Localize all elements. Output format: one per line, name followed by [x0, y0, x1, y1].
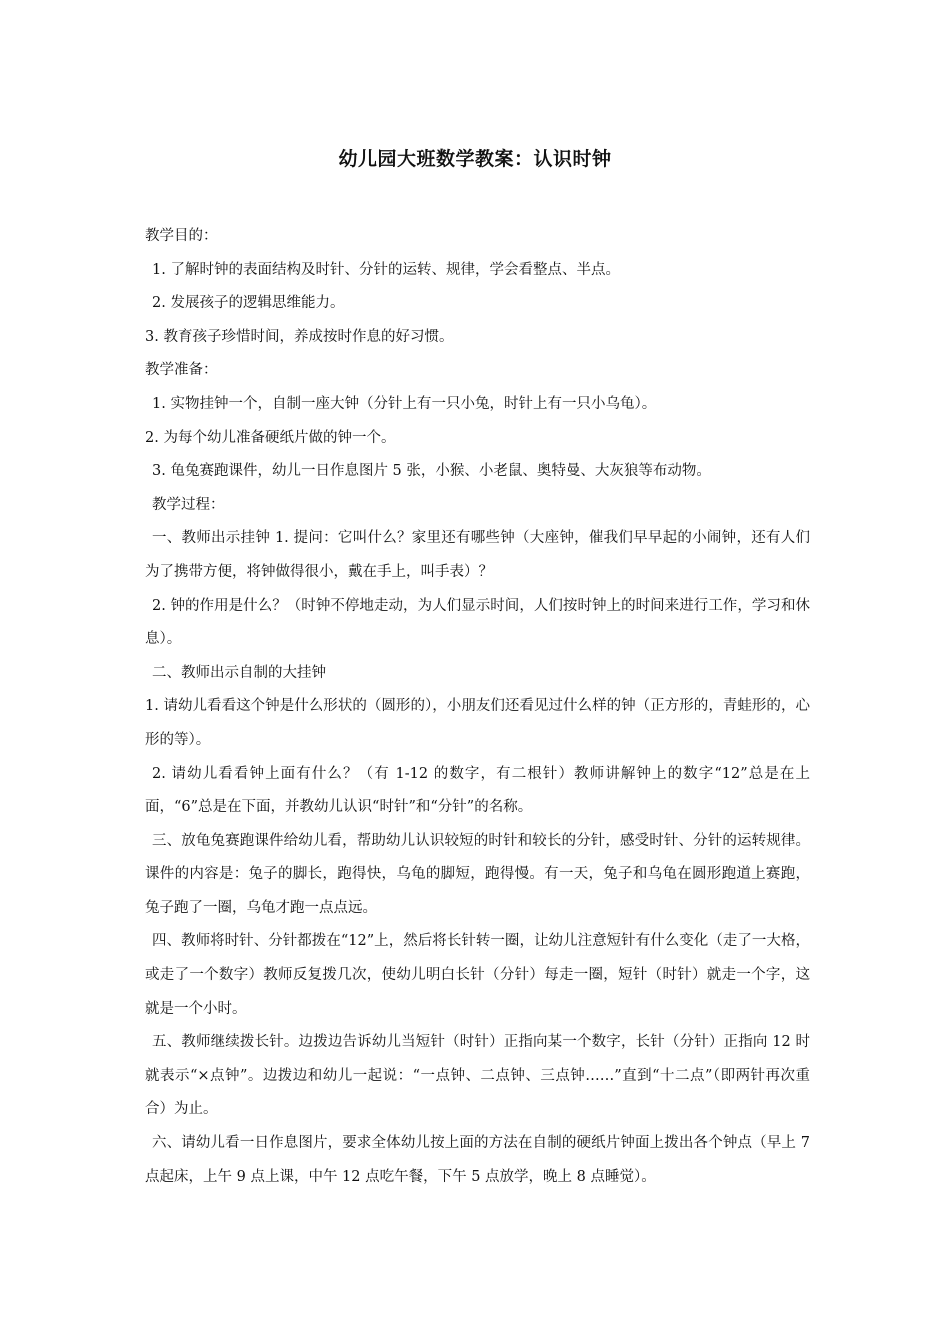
- paragraph: 2. 钟的作用是什么？（时钟不停地走动，为人们显示时间，人们按时钟上的时间来进行工作，学习和休息）。: [145, 597, 810, 648]
- paragraph: 六、请幼儿看一日作息图片，要求全体幼儿按上面的方法在自制的硬纸片钟面上拨出各个钟点（早上 7 点起床，上午 9 点上课，中午 12 点吃午餐，下午 5 点放学，晚上 8 点睡觉）。: [145, 1135, 810, 1185]
- paragraph: 五、教师继续拨长针。边拨边告诉幼儿当短针（时针）正指向某一个数字，长针（分针）正指向 12 时就表示“×点钟”。边拨边和幼儿一起说：“一点钟、二点钟、三点钟……”直到“十二点”（即两针再次重合）为止。: [145, 1034, 810, 1118]
- document-title: 幼儿园大班数学教案：认识时钟: [338, 148, 612, 170]
- paragraph: 1. 实物挂钟一个，自制一座大钟（分针上有一只小兔，时针上有一只小乌龟）。: [152, 395, 657, 412]
- paragraph: 一、教师出示挂钟 1. 提问：它叫什么？家里还有哪些钟（大座钟，催我们早早起的小闹钟，还有人们为了携带方便，将钟做得很小，戴在手上，叫手表）？: [145, 530, 810, 580]
- paragraph: 二、教师出示自制的大挂钟: [152, 664, 326, 681]
- paragraph: 1. 请幼儿看看这个钟是什么形状的（圆形的），小朋友们还看见过什么样的钟（正方形的，青蛙形的，心形的等）。: [145, 698, 810, 748]
- paragraph: 3. 龟兔赛跑课件，幼儿一日作息图片 5 张，小猴、小老鼠、奥特曼、大灰狼等布动物。: [152, 463, 711, 480]
- paragraph: 2. 发展孩子的逻辑思维能力。: [152, 295, 345, 312]
- paragraph: 2. 请幼儿看看钟上面有什么？（有 1-12 的数字，有二根针）教师讲解钟上的数字“12”总是在上面，“6”总是在下面，并教幼儿认识“时针”和“分针”的名称。: [145, 765, 810, 816]
- paragraph: 教学准备：: [145, 362, 218, 379]
- paragraph: 教学过程：: [152, 496, 225, 513]
- paragraph: 3. 教育孩子珍惜时间，养成按时作息的好习惯。: [145, 328, 454, 345]
- paragraph: 四、教师将时针、分针都拨在“12”上，然后将长针转一圈，让幼儿注意短针有什么变化（走了一大格，或走了一个数字）教师反复拨几次，使幼儿明白长针（分针）每走一圈，短针（时针）就走一个字，这就是一个小时。: [145, 933, 810, 1017]
- paragraph: 1. 了解时钟的表面结构及时针、分针的运转、规律，学会看整点、半点。: [152, 261, 620, 278]
- document-body: [145, 220, 810, 1194]
- paragraph: 2. 为每个幼儿准备硬纸片做的钟一个。: [145, 429, 396, 446]
- paragraph: 三、放龟兔赛跑课件给幼儿看，帮助幼儿认识较短的时针和较长的分针，感受时针、分针的运转规律。课件的内容是：兔子的脚长，跑得快，乌龟的脚短，跑得慢。有一天，兔子和乌龟在圆形跑道上赛跑，兔子跑了一圈，乌龟才跑一点点远。: [145, 832, 810, 916]
- paragraph: 教学目的：: [145, 228, 218, 244]
